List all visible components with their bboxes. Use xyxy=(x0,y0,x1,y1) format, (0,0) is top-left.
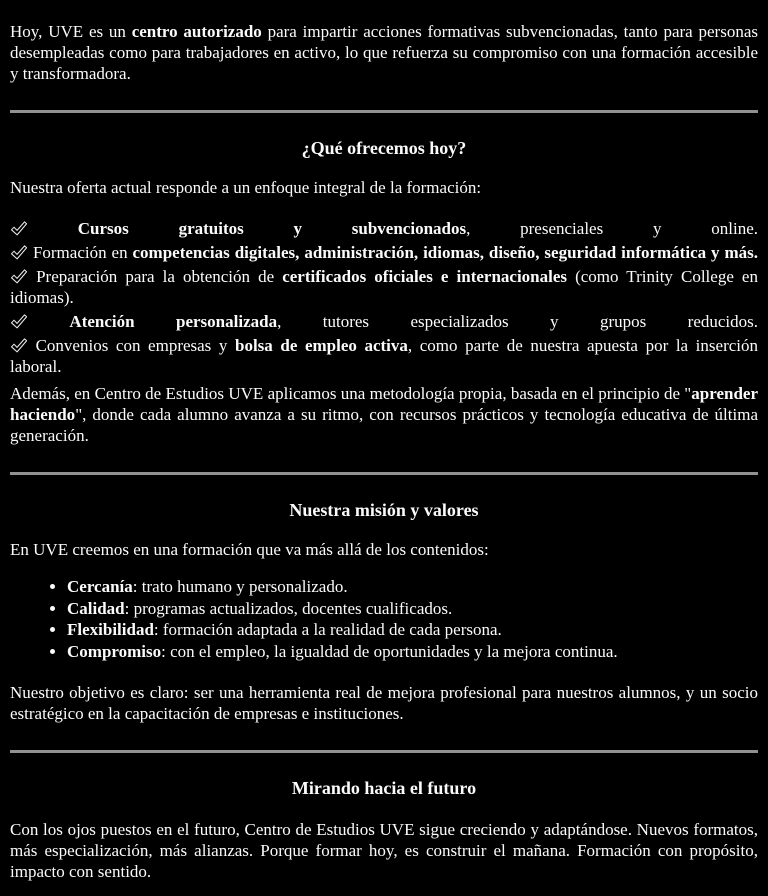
intro-paragraph: Hoy, UVE es un centro autorizado para impartir acciones formativas subvencionadas, tanto para personas desempleadas como para trabajadores en activo, lo que refuerza su compromiso con una formación accesible y transformadora. xyxy=(10,22,758,83)
offer-item-text: Convenios con empresas y bolsa de empleo activa, como parte de nuestra apuesta por la inserción laboral. xyxy=(10,336,758,376)
value-item: • Calidad: programas actualizados, docentes cualificados. xyxy=(67,598,758,619)
offer-item-text: Formación en competencias digitales, administración, idiomas, diseño, seguridad informática y más. xyxy=(32,243,759,262)
check-icon xyxy=(10,268,28,283)
section-heading-offer: ¿Qué ofrecemos hoy? xyxy=(301,138,467,158)
check-icon xyxy=(10,313,28,328)
offer-item-text: Cursos gratuitos y subvencionados, presenciales y online. xyxy=(77,219,758,238)
values-list xyxy=(10,576,758,662)
offer-list xyxy=(10,218,758,377)
mission-lead: En UVE creemos en una formación que va más allá de los contenidos: xyxy=(10,540,489,559)
check-icon xyxy=(10,244,28,259)
section-divider xyxy=(10,472,758,475)
offer-item xyxy=(10,311,758,332)
offer-note: Además, en Centro de Estudios UVE aplicamos una metodología propia, basada en el principio de "aprender haciendo", donde cada alumno avanza a su ritmo, con recursos prácticos y tecnología educativa de última generación. xyxy=(10,384,758,445)
section-heading-future: Mirando hacia el futuro xyxy=(291,777,477,798)
offer-item xyxy=(10,266,758,308)
section-divider xyxy=(10,110,758,113)
section-divider xyxy=(10,750,758,753)
check-icon xyxy=(10,337,28,352)
offer-item xyxy=(10,242,758,263)
offer-item-text: Atención personalizada, tutores especializados y grupos reducidos. xyxy=(69,312,758,331)
section-heading-mission: Nuestra misión y valores xyxy=(289,500,479,520)
value-item: • Flexibilidad: formación adaptada a la realidad de cada persona. xyxy=(67,619,758,640)
mission-closing: Nuestro objetivo es claro: ser una herramienta real de mejora profesional para nuestros alumnos, y un socio estratégico en la capacitación de empresas e instituciones. xyxy=(10,682,758,723)
offer-item xyxy=(10,335,758,377)
check-icon xyxy=(10,220,28,235)
value-item: • Compromiso: con el empleo, la igualdad de oportunidades y la mejora continua. xyxy=(67,641,758,662)
future-paragraph: Con los ojos puestos en el futuro, Centro de Estudios UVE sigue creciendo y adaptándose. Nuevos formatos, más especialización, más alianzas. Porque formar hoy, es construir el mañana. Formación con propósito, impacto con sentido. xyxy=(10,819,758,881)
offer-item-text: Preparación para la obtención de certificados oficiales e internacionales (como Trinity College en idiomas). xyxy=(10,267,758,307)
offer-item xyxy=(10,218,758,239)
value-item: • Cercanía: trato humano y personalizado. xyxy=(67,576,758,597)
offer-lead: Nuestra oferta actual responde a un enfoque integral de la formación: xyxy=(10,178,482,197)
